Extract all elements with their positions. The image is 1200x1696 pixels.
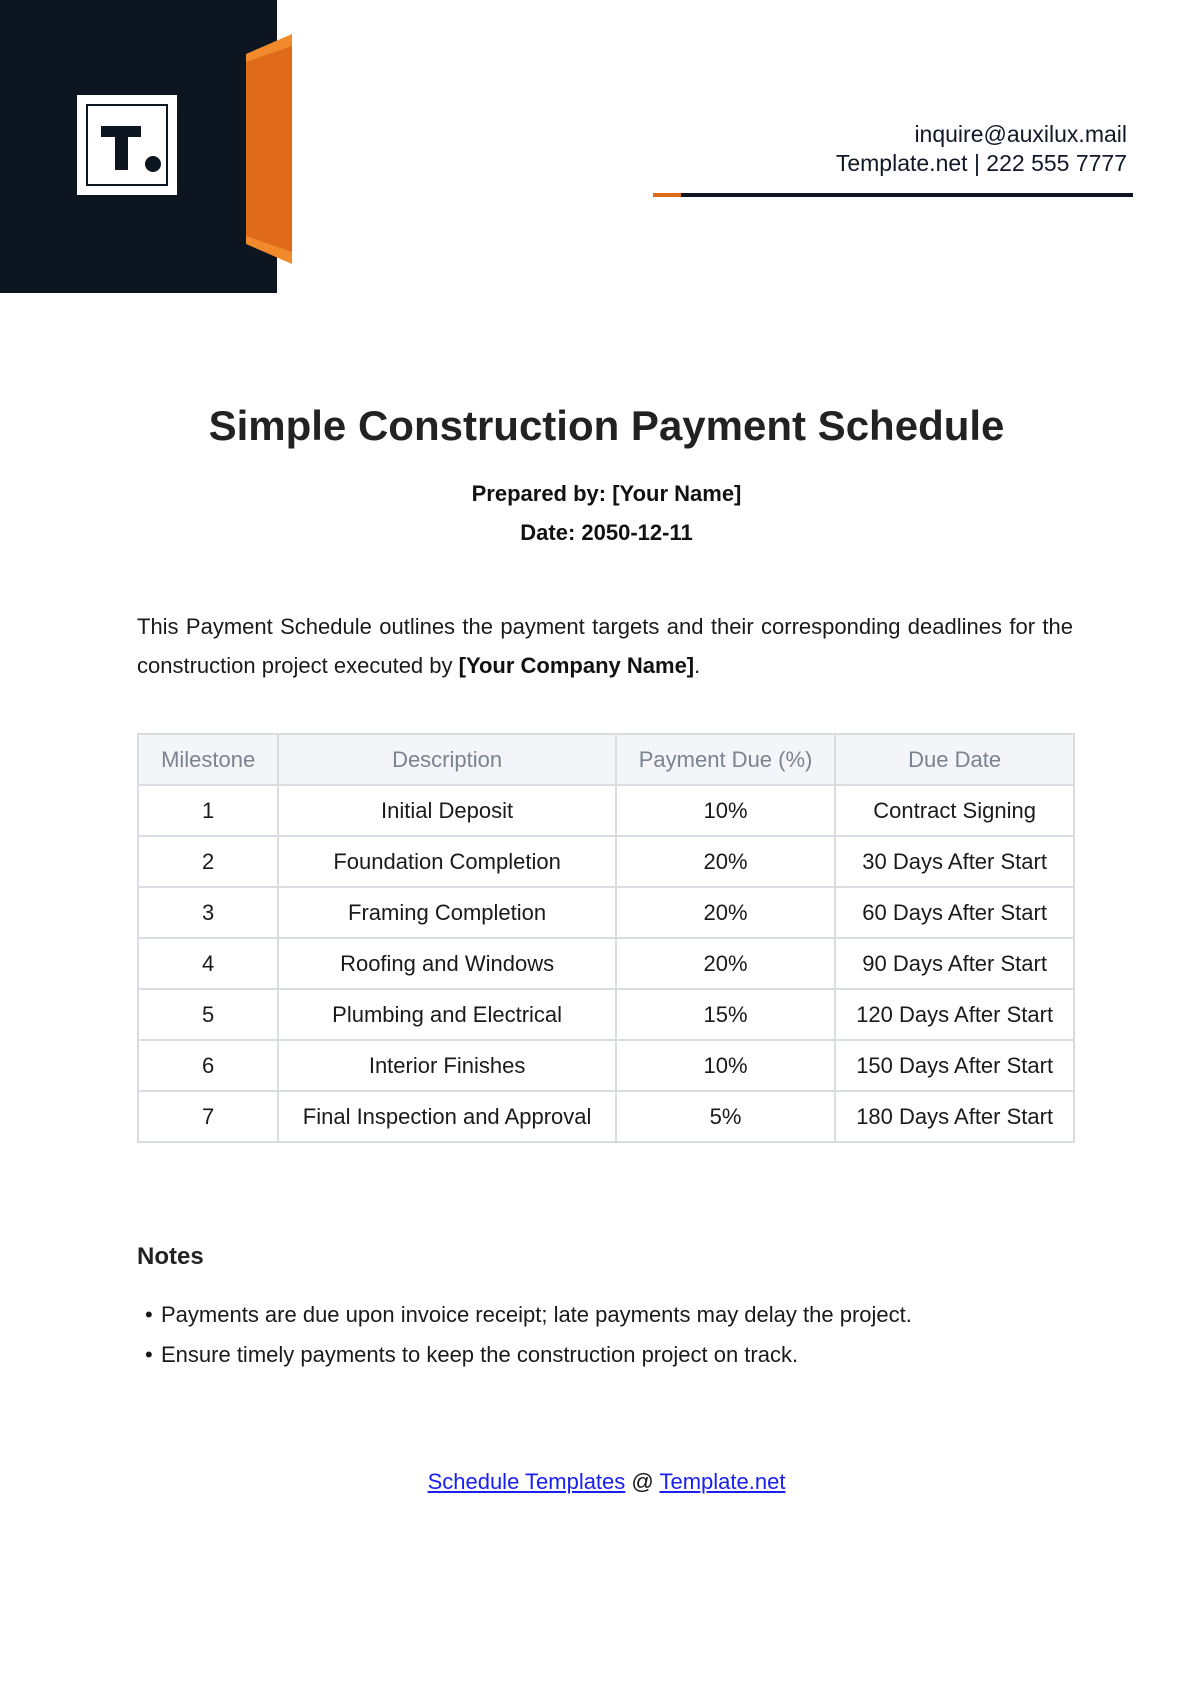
note-text: Ensure timely payments to keep the construction project on track. xyxy=(161,1342,799,1367)
table-row xyxy=(138,1091,1074,1142)
cell-due-date: 30 Days After Start xyxy=(835,836,1074,887)
document-date: Date: 2050-12-11 xyxy=(520,520,693,545)
cell-due-date: 120 Days After Start xyxy=(835,989,1074,1040)
prepared-by: Prepared by: [Your Name] xyxy=(471,481,742,506)
header-milestone: Milestone xyxy=(138,734,278,785)
note-text: Payments are due upon invoice receipt; late payments may delay the project. xyxy=(161,1302,912,1327)
cell-milestone: 1 xyxy=(138,785,278,836)
contact-info xyxy=(836,120,1127,178)
cell-due-date: 150 Days After Start xyxy=(835,1040,1074,1091)
table-row xyxy=(138,1040,1074,1091)
cell-payment-due: 10% xyxy=(616,1040,835,1091)
cell-due-date: 180 Days After Start xyxy=(835,1091,1074,1142)
header-payment-due: Payment Due (%) xyxy=(616,734,835,785)
page-title: Simple Construction Payment Schedule xyxy=(208,402,1005,449)
cell-milestone: 2 xyxy=(138,836,278,887)
footer-separator: @ xyxy=(625,1469,660,1494)
list-item xyxy=(137,1295,912,1335)
table-row xyxy=(138,989,1074,1040)
header-due-date: Due Date xyxy=(835,734,1074,785)
intro-paragraph: This Payment Schedule outlines the payment targets and their corresponding deadlines for the construction project executed by [Your Company Name]. xyxy=(137,614,1073,678)
template-net-link[interactable]: Template.net xyxy=(659,1469,786,1494)
cell-payment-due: 5% xyxy=(616,1091,835,1142)
cell-due-date: 90 Days After Start xyxy=(835,938,1074,989)
cell-payment-due: 20% xyxy=(616,938,835,989)
contact-email: inquire@auxilux.mail xyxy=(914,121,1127,147)
bullet-icon: • xyxy=(145,1342,153,1367)
notes-heading: Notes xyxy=(137,1243,204,1270)
cell-description: Foundation Completion xyxy=(278,836,616,887)
table-row xyxy=(138,938,1074,989)
cell-milestone: 6 xyxy=(138,1040,278,1091)
cell-due-date: 60 Days After Start xyxy=(835,887,1074,938)
cell-description: Interior Finishes xyxy=(278,1040,616,1091)
list-item xyxy=(137,1335,912,1375)
template-logo xyxy=(77,95,177,195)
cell-payment-due: 15% xyxy=(616,989,835,1040)
cell-description: Plumbing and Electrical xyxy=(278,989,616,1040)
cell-milestone: 4 xyxy=(138,938,278,989)
intro-company-name: [Your Company Name] xyxy=(458,653,695,678)
table-row xyxy=(138,836,1074,887)
header-logo-panel xyxy=(0,0,277,293)
table-row xyxy=(138,785,1074,836)
notes-list xyxy=(137,1295,912,1375)
logo-dot-icon xyxy=(145,156,161,172)
schedule-templates-link[interactable]: Schedule Templates xyxy=(427,1469,626,1494)
table-header-row xyxy=(138,734,1074,785)
bullet-icon: • xyxy=(145,1302,153,1327)
cell-description: Roofing and Windows xyxy=(278,938,616,989)
table-row xyxy=(138,887,1074,938)
cell-milestone: 7 xyxy=(138,1091,278,1142)
header-divider xyxy=(653,193,1133,197)
cell-milestone: 3 xyxy=(138,887,278,938)
cell-due-date: Contract Signing xyxy=(835,785,1074,836)
cell-payment-due: 10% xyxy=(616,785,835,836)
header-accent-tab-inner xyxy=(246,46,292,252)
cell-description: Initial Deposit xyxy=(278,785,616,836)
header-divider-accent xyxy=(653,193,681,197)
cell-payment-due: 20% xyxy=(616,887,835,938)
logo-mark xyxy=(86,104,168,186)
payment-schedule-table xyxy=(137,733,1075,1143)
header-description: Description xyxy=(278,734,616,785)
cell-payment-due: 20% xyxy=(616,836,835,887)
cell-description: Final Inspection and Approval xyxy=(278,1091,616,1142)
cell-description: Framing Completion xyxy=(278,887,616,938)
intro-text: This Payment Schedule outlines the payment targets and their corresponding deadlines for the construction project executed by xyxy=(137,614,1073,678)
cell-milestone: 5 xyxy=(138,989,278,1040)
contact-site-phone: Template.net | 222 555 7777 xyxy=(835,150,1127,176)
footer xyxy=(0,1469,1200,1495)
